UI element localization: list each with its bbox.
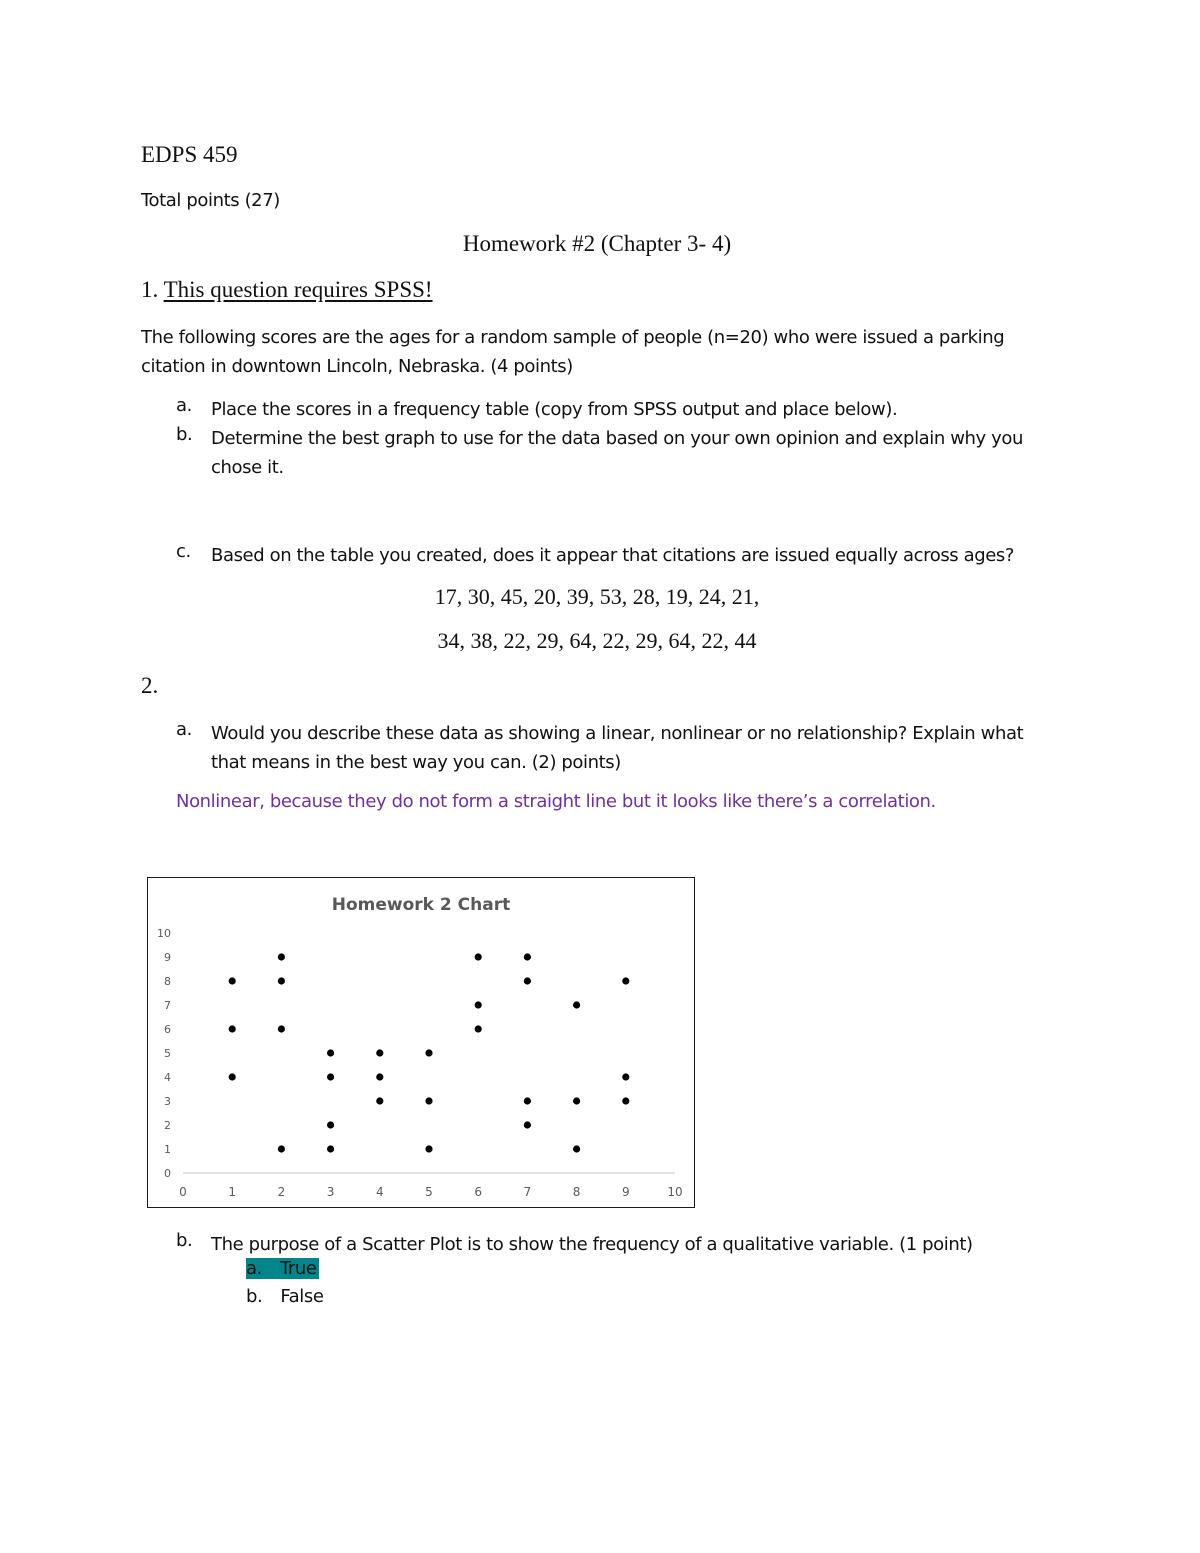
chart-canvas: [148, 878, 696, 1209]
data-points: [229, 953, 630, 1152]
y-tick-label: 5: [164, 1047, 171, 1060]
data-point: [573, 1097, 580, 1104]
data-point: [524, 977, 531, 984]
data-point: [622, 1073, 629, 1080]
option-marker: b.: [246, 1286, 263, 1307]
scatter-chart: [147, 877, 695, 1208]
data-point: [573, 1145, 580, 1152]
data-point: [376, 1073, 383, 1080]
x-tick-label: 2: [277, 1185, 286, 1199]
data-point: [573, 1001, 580, 1008]
question-1-number: 1.: [141, 277, 159, 302]
y-tick-label: 9: [164, 951, 171, 964]
data-point: [425, 1145, 432, 1152]
y-tick-label: 8: [164, 975, 171, 988]
y-tick-label: 2: [164, 1119, 171, 1132]
list-item-text: The purpose of a Scatter Plot is to show the frequency of a qualitative variable. (1 point): [211, 1234, 973, 1255]
y-tick-label: 7: [164, 999, 171, 1012]
data-point: [229, 1073, 236, 1080]
data-point: [278, 977, 285, 984]
data-point: [376, 1049, 383, 1056]
answer-text: Nonlinear, because they do not form a straight line but it looks like there’s a correlation.: [176, 791, 936, 812]
data-point: [425, 1049, 432, 1056]
total-points: Total points (27): [141, 190, 280, 211]
y-tick-labels: [157, 927, 171, 1180]
x-tick-label: 3: [326, 1185, 335, 1199]
x-tick-label: 0: [179, 1185, 187, 1199]
data-point: [475, 1001, 482, 1008]
x-tick-label: 5: [425, 1185, 433, 1199]
y-tick-label: 1: [164, 1143, 171, 1156]
data-point: [524, 1097, 531, 1104]
data-point: [278, 1145, 285, 1152]
list-marker: b.: [176, 424, 193, 445]
data-point: [425, 1097, 432, 1104]
list-item-text: Determine the best graph to use for the data based on your own opinion and explain why you chose it.: [211, 428, 1024, 478]
x-tick-label: 9: [621, 1185, 630, 1199]
question-1-heading: [141, 277, 433, 303]
list-item-text: Place the scores in a frequency table (copy from SPSS output and place below).: [211, 399, 898, 420]
course-code: EDPS 459: [141, 142, 238, 167]
data-point: [622, 977, 629, 984]
x-tick-label: 7: [523, 1185, 532, 1199]
list-marker: b.: [176, 1230, 193, 1251]
scores-line-2: 34, 38, 22, 29, 64, 22, 29, 64, 22, 44: [437, 628, 757, 653]
data-point: [327, 1049, 334, 1056]
question-1-heading-text: This question requires SPSS!: [163, 277, 433, 302]
data-point: [524, 953, 531, 960]
data-point: [229, 977, 236, 984]
data-point: [327, 1145, 334, 1152]
list-item-text: Based on the table you created, does it appear that citations are issued equally across ages?: [211, 545, 1015, 566]
data-point: [278, 953, 285, 960]
x-tick-label: 1: [228, 1185, 237, 1199]
homework-title: Homework #2 (Chapter 3- 4): [462, 231, 732, 256]
data-point: [327, 1121, 334, 1128]
data-point: [278, 1025, 285, 1032]
question-1-paragraph: The following scores are the ages for a random sample of people (n=20) who were issued a parking citation in downtown Lincoln, Nebraska. (4 points): [141, 327, 1005, 377]
y-tick-label: 10: [157, 927, 171, 940]
y-tick-label: 6: [164, 1023, 171, 1036]
x-tick-label: 6: [474, 1185, 483, 1199]
option-label: True: [279, 1258, 317, 1279]
option-true[interactable]: [246, 1258, 319, 1279]
option-marker: a.: [246, 1258, 262, 1279]
data-point: [524, 1121, 531, 1128]
x-tick-labels: [179, 1185, 682, 1199]
list-marker: a.: [176, 395, 192, 416]
question-2-number: 2.: [141, 673, 159, 698]
y-tick-label: 3: [164, 1095, 171, 1108]
option-false[interactable]: [246, 1286, 324, 1307]
list-marker: c.: [176, 541, 191, 562]
data-point: [229, 1025, 236, 1032]
data-point: [475, 953, 482, 960]
data-point: [622, 1097, 629, 1104]
list-marker: a.: [176, 719, 192, 740]
x-tick-label: 8: [572, 1185, 581, 1199]
list-item-text: Would you describe these data as showing a linear, nonlinear or no relationship? Explain what that means in the best way you can. (2) points): [211, 723, 1024, 773]
x-tick-label: 4: [375, 1185, 384, 1199]
scores-line-1: 17, 30, 45, 20, 39, 53, 28, 19, 24, 21,: [434, 584, 760, 609]
data-point: [475, 1025, 482, 1032]
y-tick-label: 0: [164, 1167, 171, 1180]
x-tick-label: 10: [667, 1185, 683, 1199]
option-true-highlight: [246, 1258, 319, 1279]
chart-title: Homework 2 Chart: [331, 895, 511, 915]
data-point: [327, 1073, 334, 1080]
y-tick-label: 4: [164, 1071, 171, 1084]
data-point: [376, 1097, 383, 1104]
option-label: False: [280, 1286, 324, 1307]
